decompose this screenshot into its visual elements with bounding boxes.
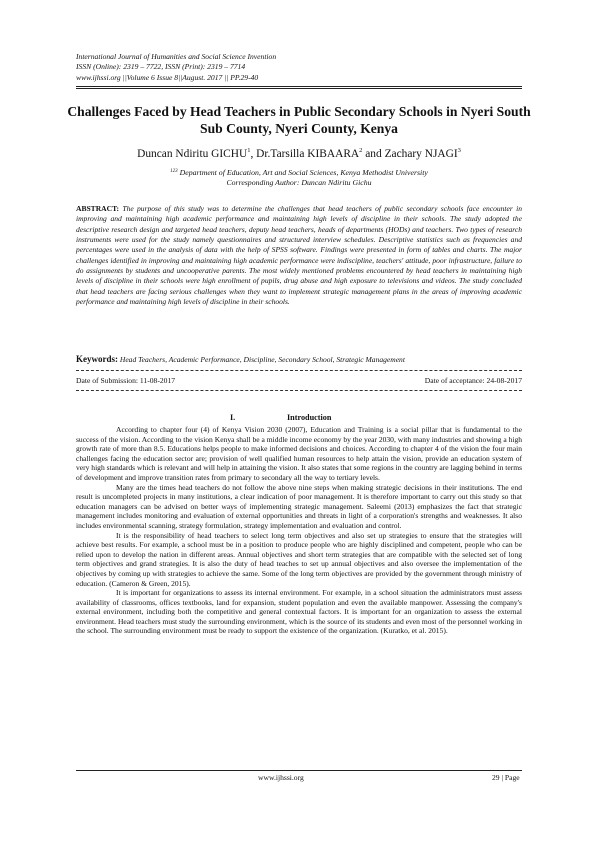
author-name: Duncan Ndiritu GICHU xyxy=(137,148,248,160)
abstract xyxy=(76,204,522,307)
abstract-text: The purpose of this study was to determine the challenges that head teachers of public secondary schools face encounter in improving and maintaining high academic performance and maintaining high levels of discipline in their schools. The study adopted the descriptive research design and targeted head teachers, deputy head teachers, heads of departments (HODs) and teachers. Two types of research instruments were used for the study namely questionnaires and structured interview schedules. Descriptive statistics such as frequencies and percentages were used in the analysis of data with the help of SPSS software. Findings were presented in form of tables and charts. The major challenges identified in improving and maintaining high academic performance were indiscipline, teachers' attitude, poor infrastructure, failure to do assignments by students and uncooperative parents. The most widely mentioned problems encountered by head teachers in maintaining high levels of discipline in their schools were high enrollment of pupils, drug abuse and high exposure to televisions and videos. The study concluded that head teachers are facing serious challenges when they want to implement strategic management plans in the areas of improving academic performance and maintaining high levels of discipline in their schools. xyxy=(76,204,522,307)
journal-issn: ISSN (Online): 2319 – 7722, ISSN (Print): 2319 – 7714 xyxy=(76,62,246,72)
affiliation-mark: 123 xyxy=(170,169,178,174)
abstract-label: ABSTRACT: xyxy=(76,204,120,213)
journal-header xyxy=(76,52,526,83)
paragraph: Many are the times head teachers do not follow the above nine steps when making strategic decisions in their institutions. The end result is uncompleted projects in many institutions, a clear indication of poor management. It is therefore important to carry out this study so that education managers can be advised on better ways of implementing strategic management. Saleemi (2013) emphasizes the fact that strategic management includes monitoring and evaluation of external opportunities and threats in light of a corporation's strengths and weaknesses. It also includes environmental scanning, strategy formulation, strategy implementation and evaluation and control. xyxy=(76,482,522,530)
section-title: Introduction xyxy=(287,413,332,422)
affiliation-department xyxy=(66,168,532,178)
paragraph: According to chapter four (4) of Kenya Vision 2030 (2007), Education and Training is a social pillar that is fundamental to the success of the vision. According to the vision Kenya shall be a middle income economy by the year 2030, with many industries and showing a high growth rate of more than 8.5. Educations helps people to make informed decisions and choices. According to chapter 4 of the vision the four main challenges facing the education sector are; provision of well qualified human resources to help attain the vision, provide an education system of very high standards which is relevant and will help in attaining the vision. It also states that some regions in the country are lagging behind in terms of development and improve transition rates from primary to secondary all the way to tertiary levels. xyxy=(76,425,522,482)
author-name: Dr.Tarsilla KIBAARA xyxy=(256,148,360,160)
footer-page-number: 29 | Page xyxy=(492,773,520,782)
acceptance-date: Date of acceptance: 24-08-2017 xyxy=(424,376,522,385)
submission-date: Date of Submission: 11-08-2017 xyxy=(76,376,176,385)
footer-website: www.ijhssi.org xyxy=(258,773,304,782)
author-separator: and xyxy=(362,148,385,160)
author-separator: , xyxy=(250,148,257,160)
author-affiliation-mark: 3 xyxy=(457,147,461,154)
section-number: I. xyxy=(230,413,236,422)
dashed-divider-top xyxy=(76,370,522,371)
header-rule-top xyxy=(76,86,522,87)
paper-title: Challenges Faced by Head Teachers in Public Secondary Schools in Nyeri South Sub County, Nyeri County, Kenya xyxy=(67,104,531,136)
paragraph: It is important for organizations to assess its internal environment. For example, in a school situation the administrators must assess availability of classrooms, offices textbooks, land for expansion, student population and even the available manpower. Assessing the company's external environment, including both the competitive and general contextual factors. It is important for an organization to assess the external environment. Head teachers must study the surrounding environment, which is the source of its students and even most of the personnel working in the school. The surrounding environment must be ready to support the existence of the organization. (Kuratko, et al. 2015). xyxy=(76,588,522,636)
footer-rule xyxy=(76,770,522,771)
author-list xyxy=(66,147,532,161)
journal-volume: www.ijhssi.org ||Volume 6 Issue 8||August. 2017 || PP.29-40 xyxy=(76,72,259,82)
department-text: Department of Education, Art and Social Sciences, Kenya Methodist University xyxy=(177,168,428,177)
corresponding-author: Corresponding Author: Duncan Ndiritu Gichu xyxy=(226,178,372,187)
body-text xyxy=(76,425,522,636)
dashed-divider-bottom xyxy=(76,390,522,391)
keywords-label: Keywords: xyxy=(76,354,118,364)
keywords xyxy=(76,354,522,365)
header-rule-bottom xyxy=(76,88,522,89)
author-affiliation-mark: 2 xyxy=(359,147,363,154)
journal-name: International Journal of Humanities and Social Science Invention xyxy=(76,52,277,61)
paragraph: It is the responsibility of head teachers to select long term objectives and also set up strategies to ensure that the strategies will achieve best results. For example, a school must be in a position to produce people who are highly disciplined and competent, people who can be relied upon to develop the nation in different areas. Annual objectives and short term strategies that are compatible with the selected set of long term objectives and grand strategies. It is also the duty of head teaches to set up annual objectives and also oversee the implementation of the objectives by coming up with strategies to achieve the same. Some of the long term objectives are provided by the government through ministry of education. (Cameron & Green, 2015). xyxy=(76,530,522,588)
affiliation-block xyxy=(66,168,532,188)
author-affiliation-mark: 1 xyxy=(247,147,251,154)
author-name: Zachary NJAGI xyxy=(384,148,458,160)
keywords-text: Head Teachers, Academic Performance, Discipline, Secondary School, Strategic Management xyxy=(118,355,405,364)
